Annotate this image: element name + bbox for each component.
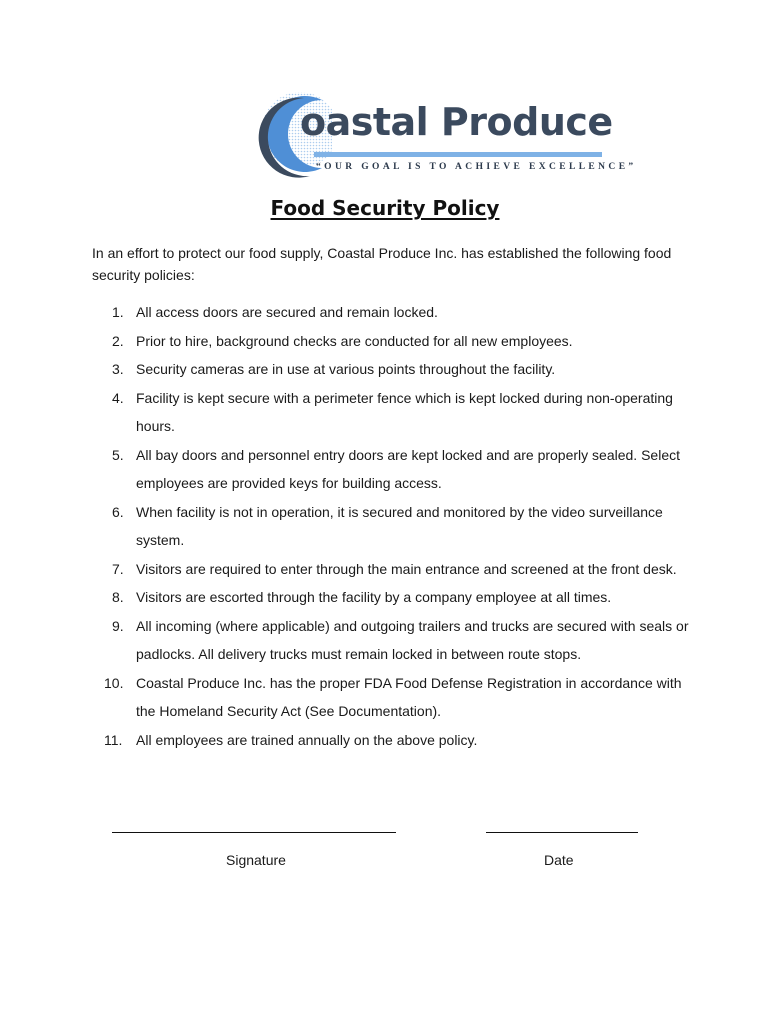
- policy-item: [92, 298, 692, 327]
- policy-list: [92, 298, 692, 754]
- policy-number: 7.: [112, 560, 124, 577]
- policy-number: 3.: [112, 361, 124, 377]
- policy-number: 8.: [112, 589, 124, 605]
- logo-divider: [314, 152, 602, 157]
- date-line[interactable]: [486, 832, 638, 833]
- logo-tagline: “OUR GOAL IS TO ACHIEVE EXCELLENCE”: [316, 162, 637, 172]
- policy-number: 5.: [112, 446, 124, 463]
- intro-paragraph: In an effort to protect our food supply, Coastal Produce Inc. has established the following food security policies:: [92, 245, 672, 283]
- policy-item: [92, 384, 692, 441]
- date-label: Date: [544, 852, 574, 868]
- policy-text: Prior to hire, background checks are conducted for all new employees.: [136, 332, 573, 349]
- policy-number: 11.: [104, 731, 123, 748]
- policy-item: [92, 555, 692, 584]
- policy-item: [92, 327, 692, 356]
- policy-text: Visitors are escorted through the facility by a company employee at all times.: [136, 589, 612, 605]
- policy-text: When facility is not in operation, it is secured and monitored by the video surveillance system.: [136, 503, 663, 548]
- policy-text: All incoming (where applicable) and outgoing trailers and trucks are secured with seals or padlocks. All delivery trucks must remain locked in between route stops.: [136, 617, 689, 662]
- policy-text: All bay doors and personnel entry doors are kept locked and are properly sealed. Select employees are provided keys for building access.: [136, 446, 680, 491]
- policy-number: 10.: [104, 674, 124, 691]
- policy-item: [92, 669, 692, 726]
- policy-text: All access doors are secured and remain locked.: [136, 304, 438, 320]
- page-title: Food Security Policy: [270, 196, 500, 220]
- logo-wordmark: oastal Produce: [300, 100, 613, 144]
- policy-number: 4.: [112, 389, 124, 406]
- policy-item: [92, 441, 692, 498]
- policy-text: All employees are trained annually on the above policy.: [136, 731, 478, 748]
- signature-label: Signature: [226, 852, 286, 868]
- policy-item: [92, 355, 692, 384]
- company-logo: [252, 90, 637, 180]
- signature-line[interactable]: [112, 832, 396, 833]
- policy-number: 2.: [112, 332, 124, 349]
- policy-text: Security cameras are in use at various points throughout the facility.: [136, 361, 556, 377]
- policy-item: [92, 726, 692, 755]
- policy-number: 6.: [112, 503, 124, 520]
- policy-text: Visitors are required to enter through the main entrance and screened at the front desk.: [136, 560, 677, 577]
- policy-text: Facility is kept secure with a perimeter fence which is kept locked during non-operating hours.: [136, 389, 673, 434]
- policy-item: [92, 612, 692, 669]
- policy-number: 1.: [112, 304, 124, 320]
- policy-number: 9.: [112, 617, 124, 634]
- policy-text: Coastal Produce Inc. has the proper FDA Food Defense Registration in accordance with the Homeland Security Act (See Documentation).: [136, 674, 682, 719]
- policy-item: [92, 583, 692, 612]
- policy-item: [92, 498, 692, 555]
